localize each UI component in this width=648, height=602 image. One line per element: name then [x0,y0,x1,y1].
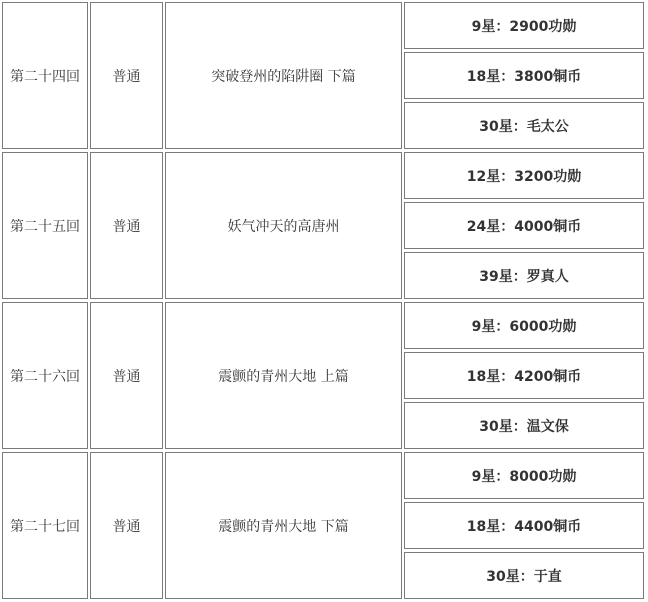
reward-cell: 9星：8000功勋 [404,452,644,499]
reward-cell: 39星：罗真人 [404,252,644,299]
reward-cell: 30星：温文保 [404,402,644,449]
difficulty-cell: 普通 [90,2,163,149]
difficulty-cell: 普通 [90,152,163,299]
episode-cell: 第二十四回 [2,2,88,149]
reward-cell: 24星：4000铜币 [404,202,644,249]
reward-cell: 30星：毛太公 [404,102,644,149]
title-cell: 突破登州的陷阱圈 下篇 [165,2,402,149]
reward-cell: 30星：于直 [404,552,644,599]
reward-cell: 9星：2900功勋 [404,2,644,49]
episode-cell: 第二十六回 [2,302,88,449]
reward-cell: 18星：4200铜币 [404,352,644,399]
episode-cell: 第二十五回 [2,152,88,299]
difficulty-cell: 普通 [90,452,163,599]
reward-cell: 9星：6000功勋 [404,302,644,349]
title-cell: 妖气冲天的高唐州 [165,152,402,299]
title-cell: 震颤的青州大地 下篇 [165,452,402,599]
reward-cell: 12星：3200功勋 [404,152,644,199]
difficulty-cell: 普通 [90,302,163,449]
episode-cell: 第二十七回 [2,452,88,599]
reward-cell: 18星：4400铜币 [404,502,644,549]
reward-cell: 18星：3800铜币 [404,52,644,99]
title-cell: 震颤的青州大地 上篇 [165,302,402,449]
